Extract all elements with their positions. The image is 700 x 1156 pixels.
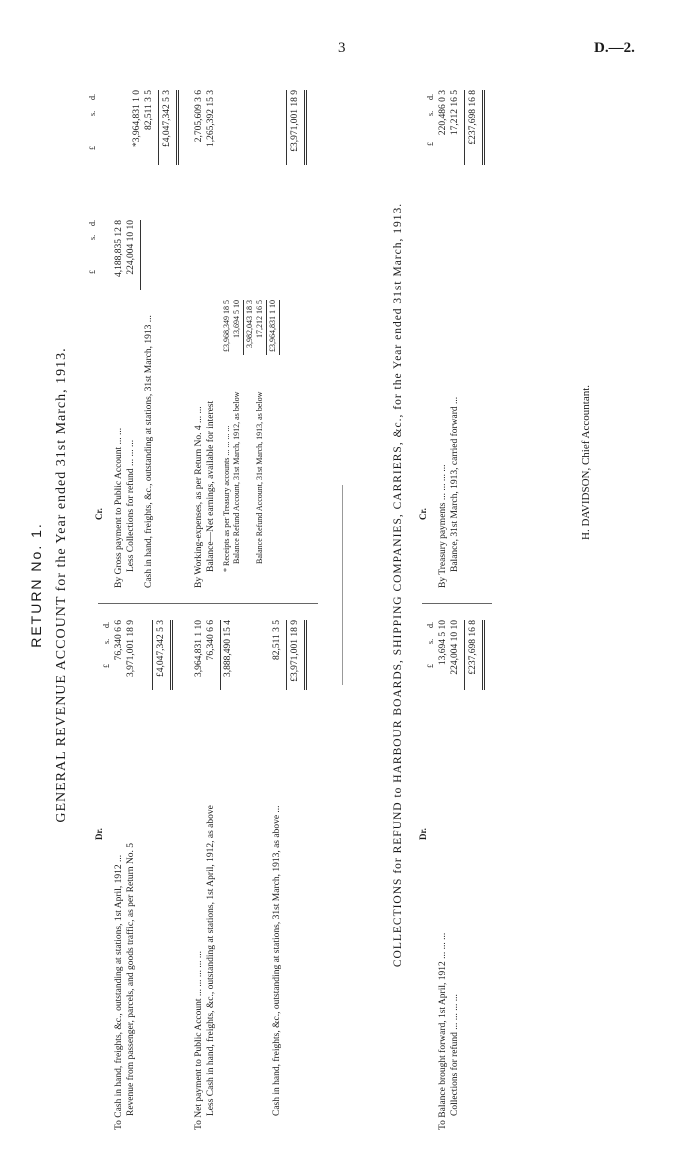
general-cr-line-3: Cash in hand, freights, &c., outstanding at stations, 31st March, 1913 ...: [144, 315, 154, 588]
general-cr-col2-pound: £: [88, 146, 97, 150]
general-dr-line-1-amount: 76,340 6 6: [114, 620, 124, 661]
collections-dr-col-shilling: s.: [426, 638, 435, 644]
general-cr-line-3-amount: 82,511 3 5: [144, 90, 154, 131]
general-dr-line-3-amount: 3,964,831 1 10: [194, 620, 204, 677]
general-dr-label: Dr.: [94, 828, 104, 840]
collections-cr-line-1: By Treasury payments ... ... ... ...: [438, 464, 448, 588]
collections-dr-col-pound: £: [426, 664, 435, 668]
general-cr-line-4-amount: 2,705,609 3 6: [194, 90, 204, 143]
collections-dr-label: Dr.: [418, 828, 428, 840]
general-dr-col-shilling: s.: [102, 638, 111, 644]
general-cr-line-4: By Working-expenses, as per Return No. 4 ... ...: [194, 406, 204, 588]
general-cr-note-1-amount: £3,968,349 18 5: [222, 300, 231, 352]
return-title: RETURN No. 1.: [28, 522, 44, 648]
general-dr-total-1: £4,047,342 5 3: [156, 620, 166, 677]
collections-cr-total: £237,698 16 8: [468, 90, 478, 145]
general-cr-label: Cr.: [94, 508, 104, 520]
general-cr-total-1: £4,047,342 5 3: [162, 90, 172, 147]
general-dr-line-2-amount: 3,971,001 18 9: [126, 620, 136, 677]
general-cr-note-2: Balance Refund Account, 31st March, 1912, as below: [232, 391, 241, 564]
collections-dr-total: £237,698 16 8: [468, 620, 478, 675]
general-cr-col1-shilling: s.: [88, 234, 97, 240]
collections-title: COLLECTIONS for REFUND to HARBOUR BOARDS, SHIPPING COMPANIES, CARRIERS, &c., for the Year ended 31st March, 1913.: [392, 202, 404, 968]
collections-dr-col-pence: d.: [426, 622, 435, 628]
collections-cr-label: Cr.: [418, 508, 428, 520]
collections-cr-line-1-amount: 220,486 0 3: [438, 90, 448, 136]
general-cr-note-1: * Receipts as per Treasury accounts ... ... ... ...: [222, 425, 231, 572]
collections-cr-line-2: Balance, 31st March, 1913, carried forward ...: [450, 396, 460, 572]
general-revenue-title: GENERAL REVENUE ACCOUNT for the Year ended 31st March, 1913.: [54, 347, 69, 823]
collections-dr-line-1-amount: 13,694 5 10: [438, 620, 448, 666]
rotated-document-body: [14, 30, 674, 1140]
general-dr-subtotal: 3,888,490 15 4: [223, 620, 233, 677]
signature: H. DAVIDSON, Chief Accountant.: [580, 384, 592, 540]
general-cr-note-3: Balance Refund Account, 31st March, 1913, as below: [255, 391, 264, 564]
general-cr-line-2-net: *3,964,831 1 0: [132, 90, 142, 147]
general-cr-col1-pound: £: [88, 270, 97, 274]
document-reference: D.—2.: [594, 40, 635, 56]
general-cr-note-3-amount: 17,212 16 5: [255, 300, 264, 338]
general-cr-line-1-amount: 4,188,835 12 8: [114, 220, 124, 277]
general-dr-col-pound: £: [102, 664, 111, 668]
collections-dr-line-2: Collections for refund ... ... ... ...: [450, 994, 460, 1116]
general-dr-col-pence: d.: [102, 622, 111, 628]
general-cr-total-2: £3,971,001 18 9: [290, 90, 300, 152]
general-cr-line-5-amount: 1,265,392 15 3: [206, 90, 216, 147]
general-cr-col1-pence: d.: [88, 220, 97, 226]
general-cr-line-2: Less Collections for refund ... ... ...: [126, 439, 136, 572]
general-cr-line-2-amount: 224,004 10 10: [126, 220, 136, 275]
general-cr-col2-shilling: s.: [88, 110, 97, 116]
general-cr-note-subtotal: 3,982,043 18 3: [245, 300, 254, 348]
collections-dr-line-1: To Balance brought forward, 1st April, 1912 ... ... ...: [438, 932, 448, 1130]
general-dr-total-2: £3,971,001 18 9: [290, 620, 300, 682]
general-dr-line-5: Cash in hand, freights, &c., outstanding at stations, 31st March, 1913, as above ...: [272, 805, 282, 1116]
collections-cr-col-shilling: s.: [426, 110, 435, 116]
general-cr-col2-pence: d.: [88, 94, 97, 100]
general-dr-line-4-amount: 76,340 6 6: [206, 620, 216, 661]
general-dr-line-4: Less Cash in hand, freights, &c., outstanding at stations, 1st April, 1912, as above: [206, 805, 216, 1116]
general-dr-line-3: To Net payment to Public Account ... ... ... ... ...: [194, 950, 204, 1130]
collections-cr-line-2-amount: 17,212 16 5: [450, 90, 460, 136]
collections-dr-line-2-amount: 224,004 10 10: [450, 620, 460, 675]
general-dr-line-1: To Cash in hand, freights, &c., outstanding at stations, 1st April, 1912 ...: [114, 854, 124, 1130]
general-dr-line-2: Revenue from passenger, parcels, and goods traffic, as per Return No. 5: [126, 842, 136, 1116]
general-cr-line-1: By Gross payment to Public Account ... ...: [114, 427, 124, 588]
general-cr-note-total: £3,964,831 1 10: [268, 300, 277, 352]
general-cr-note-2-amount: 13,694 5 10: [232, 300, 241, 338]
page-number: 3: [338, 40, 346, 56]
general-cr-line-5: Balance—Net earnings, available for interest: [206, 400, 216, 572]
collections-cr-col-pound: £: [426, 142, 435, 146]
general-dr-line-5-amount: 82,511 3 5: [272, 620, 282, 661]
collections-cr-col-pence: d.: [426, 94, 435, 100]
